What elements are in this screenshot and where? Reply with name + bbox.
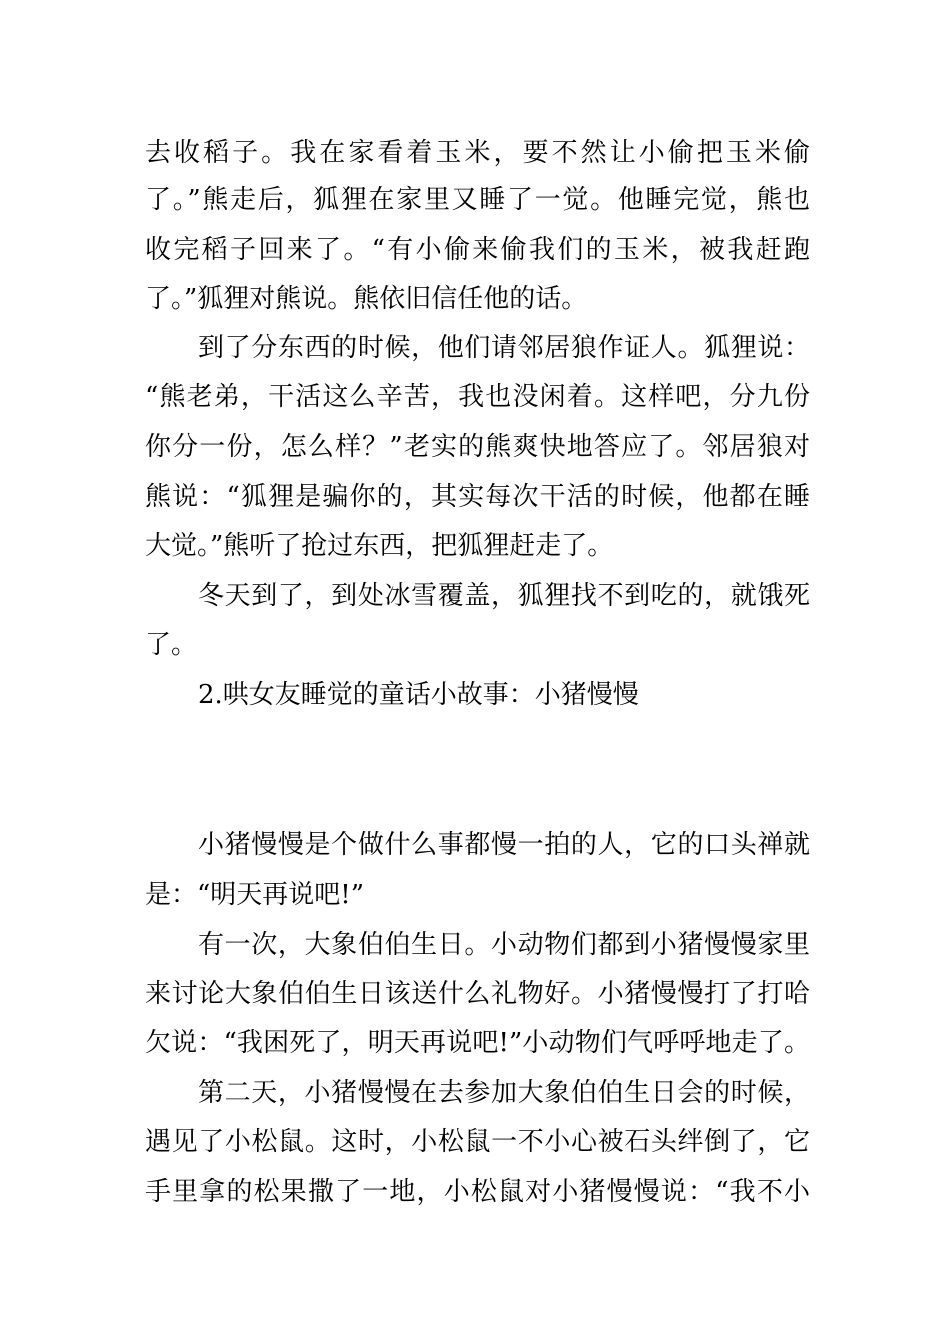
paragraph-line: 你分一份，怎么样？”老实的熊爽快地答应了。邻居狼对 [145, 432, 810, 462]
paragraph-line: 了。”熊走后，狐狸在家里又睡了一觉。他睡完觉，熊也 [145, 185, 810, 215]
paragraph-line: 遇见了小松鼠。这时，小松鼠一不小心被石头绊倒了，它 [145, 1127, 810, 1157]
paragraph-line: “熊老弟，干活这么辛苦，我也没闲着。这样吧，分九份 [145, 382, 810, 412]
paragraph-first-line: 冬天到了，到处冰雪覆盖，狐狸找不到吃的，就饿死 [198, 581, 810, 611]
paragraph-first-line: 小猪慢慢是个做什么事都慢一拍的人，它的口头禅就 [198, 830, 810, 860]
paragraph-first-line: 有一次，大象伯伯生日。小动物们都到小猪慢慢家里 [198, 930, 810, 960]
paragraph-line: 了。 [145, 630, 198, 660]
paragraph-line: 欠说：“我困死了，明天再说吧!”小动物们气呼呼地走了。 [145, 1028, 810, 1058]
paragraph-line: 熊说：“狐狸是骗你的，其实每次干活的时候，他都在睡 [145, 482, 810, 512]
paragraph-line: 是：“明天再说吧!” [145, 880, 365, 910]
paragraph-first-line: 到了分东西的时候，他们请邻居狼作证人。狐狸说： [198, 333, 810, 363]
paragraph-first-line: 第二天，小猪慢慢在去参加大象伯伯生日会的时候， [198, 1078, 810, 1108]
paragraph-line: 来讨论大象伯伯生日该送什么礼物好。小猪慢慢打了打哈 [145, 979, 810, 1009]
paragraph-line: 大觉。”熊听了抢过东西，把狐狸赶走了。 [145, 531, 614, 561]
paragraph-line: 手里拿的松果撒了一地，小松鼠对小猪慢慢说：“我不小 [145, 1177, 810, 1207]
section-heading: 2.哄女友睡觉的童话小故事：小猪慢慢 [198, 680, 639, 710]
paragraph-line: 去收稻子。我在家看着玉米，要不然让小偷把玉米偷 [145, 138, 810, 168]
paragraph-line: 了。”狐狸对熊说。熊依旧信任他的话。 [145, 284, 588, 314]
paragraph-line: 收完稻子回来了。“有小偷来偷我们的玉米，被我赶跑 [145, 235, 810, 265]
